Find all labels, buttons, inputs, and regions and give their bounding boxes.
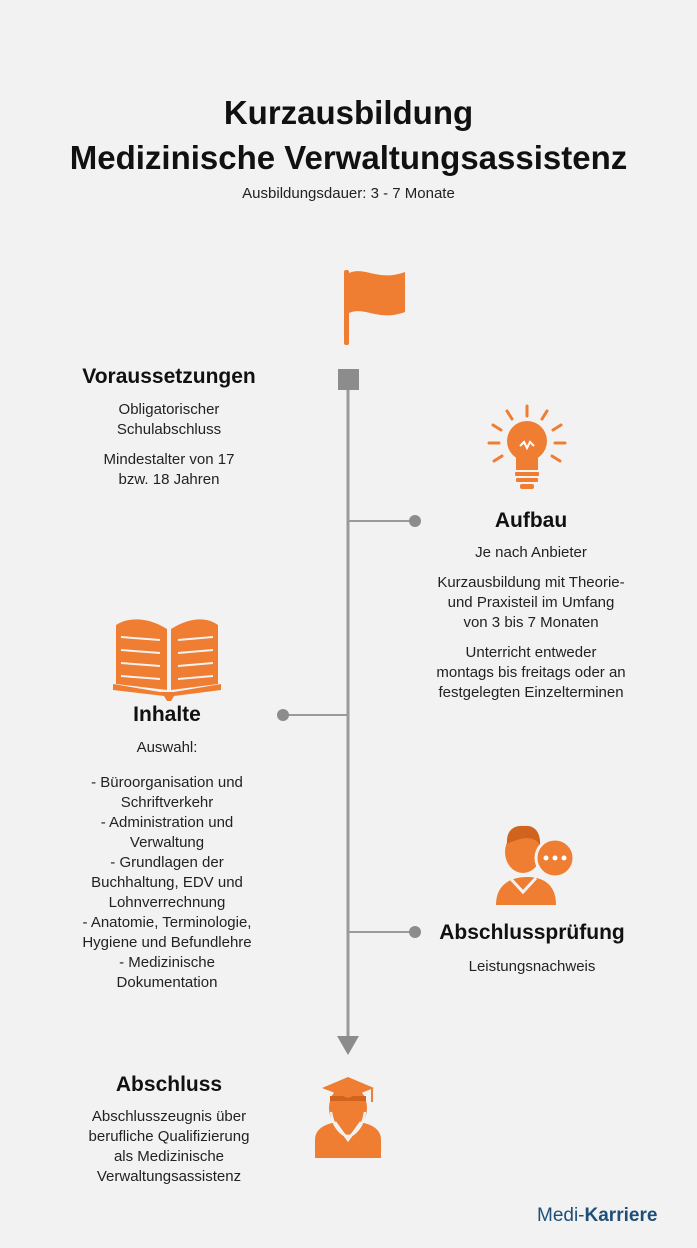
voraussetzungen-line: bzw. 18 Jahren (118, 471, 220, 488)
voraussetzungen-line: Mindestalter von 17 (103, 451, 235, 468)
inhalte-line: - Büroorganisation und (91, 774, 243, 791)
inhalte-line: Buchhaltung, EDV und (91, 874, 243, 891)
timeline-start-square (338, 369, 359, 390)
subtitle: Ausbildungsdauer: 3 - 7 Monate (242, 185, 455, 202)
inhalte-line: Schriftverkehr (120, 794, 214, 811)
aufbau-heading: Aufbau (494, 509, 568, 532)
inhalte-line: - Medizinische (119, 954, 215, 971)
abschluss-line: berufliche Qualifizierung (88, 1128, 250, 1145)
lightbulb-icon (489, 406, 565, 489)
voraussetzungen-text (59, 400, 279, 490)
inhalte-line: Hygiene und Befundlehre (82, 934, 252, 951)
abschluss-text (49, 1107, 289, 1187)
node-abschlusspruefung (409, 926, 421, 938)
abschluss-line: als Medizinische (113, 1148, 225, 1165)
voraussetzungen-line: Schulabschluss (116, 421, 222, 438)
aufbau-line: Je nach Anbieter (475, 544, 587, 561)
book-icon (113, 619, 221, 701)
inhalte-line: Lohnverrechnung (108, 894, 226, 911)
inhalte-heading: Inhalte (133, 703, 201, 726)
inhalte-line: - Administration und (100, 814, 234, 831)
abschluss-line: Abschlusszeugnis über (91, 1108, 247, 1125)
inhalte-text (47, 738, 287, 993)
aufbau-text (410, 543, 652, 703)
abschlusspruefung-text (421, 957, 643, 977)
timeline-axis (277, 369, 421, 1055)
inhalte-line: Verwaltung (129, 834, 205, 851)
inhalte-line: Auswahl: (136, 739, 198, 756)
person-chat-icon (496, 826, 574, 905)
title-line-1: Kurzausbildung (223, 94, 474, 131)
abschlusspruefung-line: Leistungsnachweis (468, 958, 596, 975)
inhalte-line: - Grundlagen der (110, 854, 224, 871)
aufbau-line: von 3 bis 7 Monaten (463, 614, 599, 631)
graduate-icon (315, 1077, 381, 1158)
aufbau-line: festgelegten Einzelterminen (438, 684, 624, 701)
inhalte-line: Dokumentation (116, 974, 218, 991)
timeline-end-arrow (337, 1036, 359, 1055)
aufbau-line: montags bis freitags oder an (436, 664, 626, 681)
node-inhalte (277, 709, 289, 721)
voraussetzungen-line: Obligatorischer (118, 401, 220, 418)
medi-karriere-logo[interactable] (537, 1205, 657, 1227)
title-line-2: Medizinische Verwaltungsassistenz (69, 139, 628, 176)
logo-part-1: Medi- (537, 1205, 585, 1226)
abschlusspruefung-heading: Abschlussprüfung (439, 921, 625, 944)
abschluss-line: Verwaltungsassistenz (96, 1168, 242, 1185)
aufbau-line: und Praxisteil im Umfang (447, 594, 615, 611)
abschluss-heading: Abschluss (115, 1073, 223, 1096)
flag-icon (344, 270, 405, 345)
aufbau-line: Kurzausbildung mit Theorie- (437, 574, 625, 591)
inhalte-line: - Anatomie, Terminologie, (82, 914, 252, 931)
logo-part-2: Karriere (584, 1205, 658, 1226)
voraussetzungen-heading: Voraussetzungen (82, 365, 256, 388)
aufbau-line: Unterricht entweder (465, 644, 597, 661)
